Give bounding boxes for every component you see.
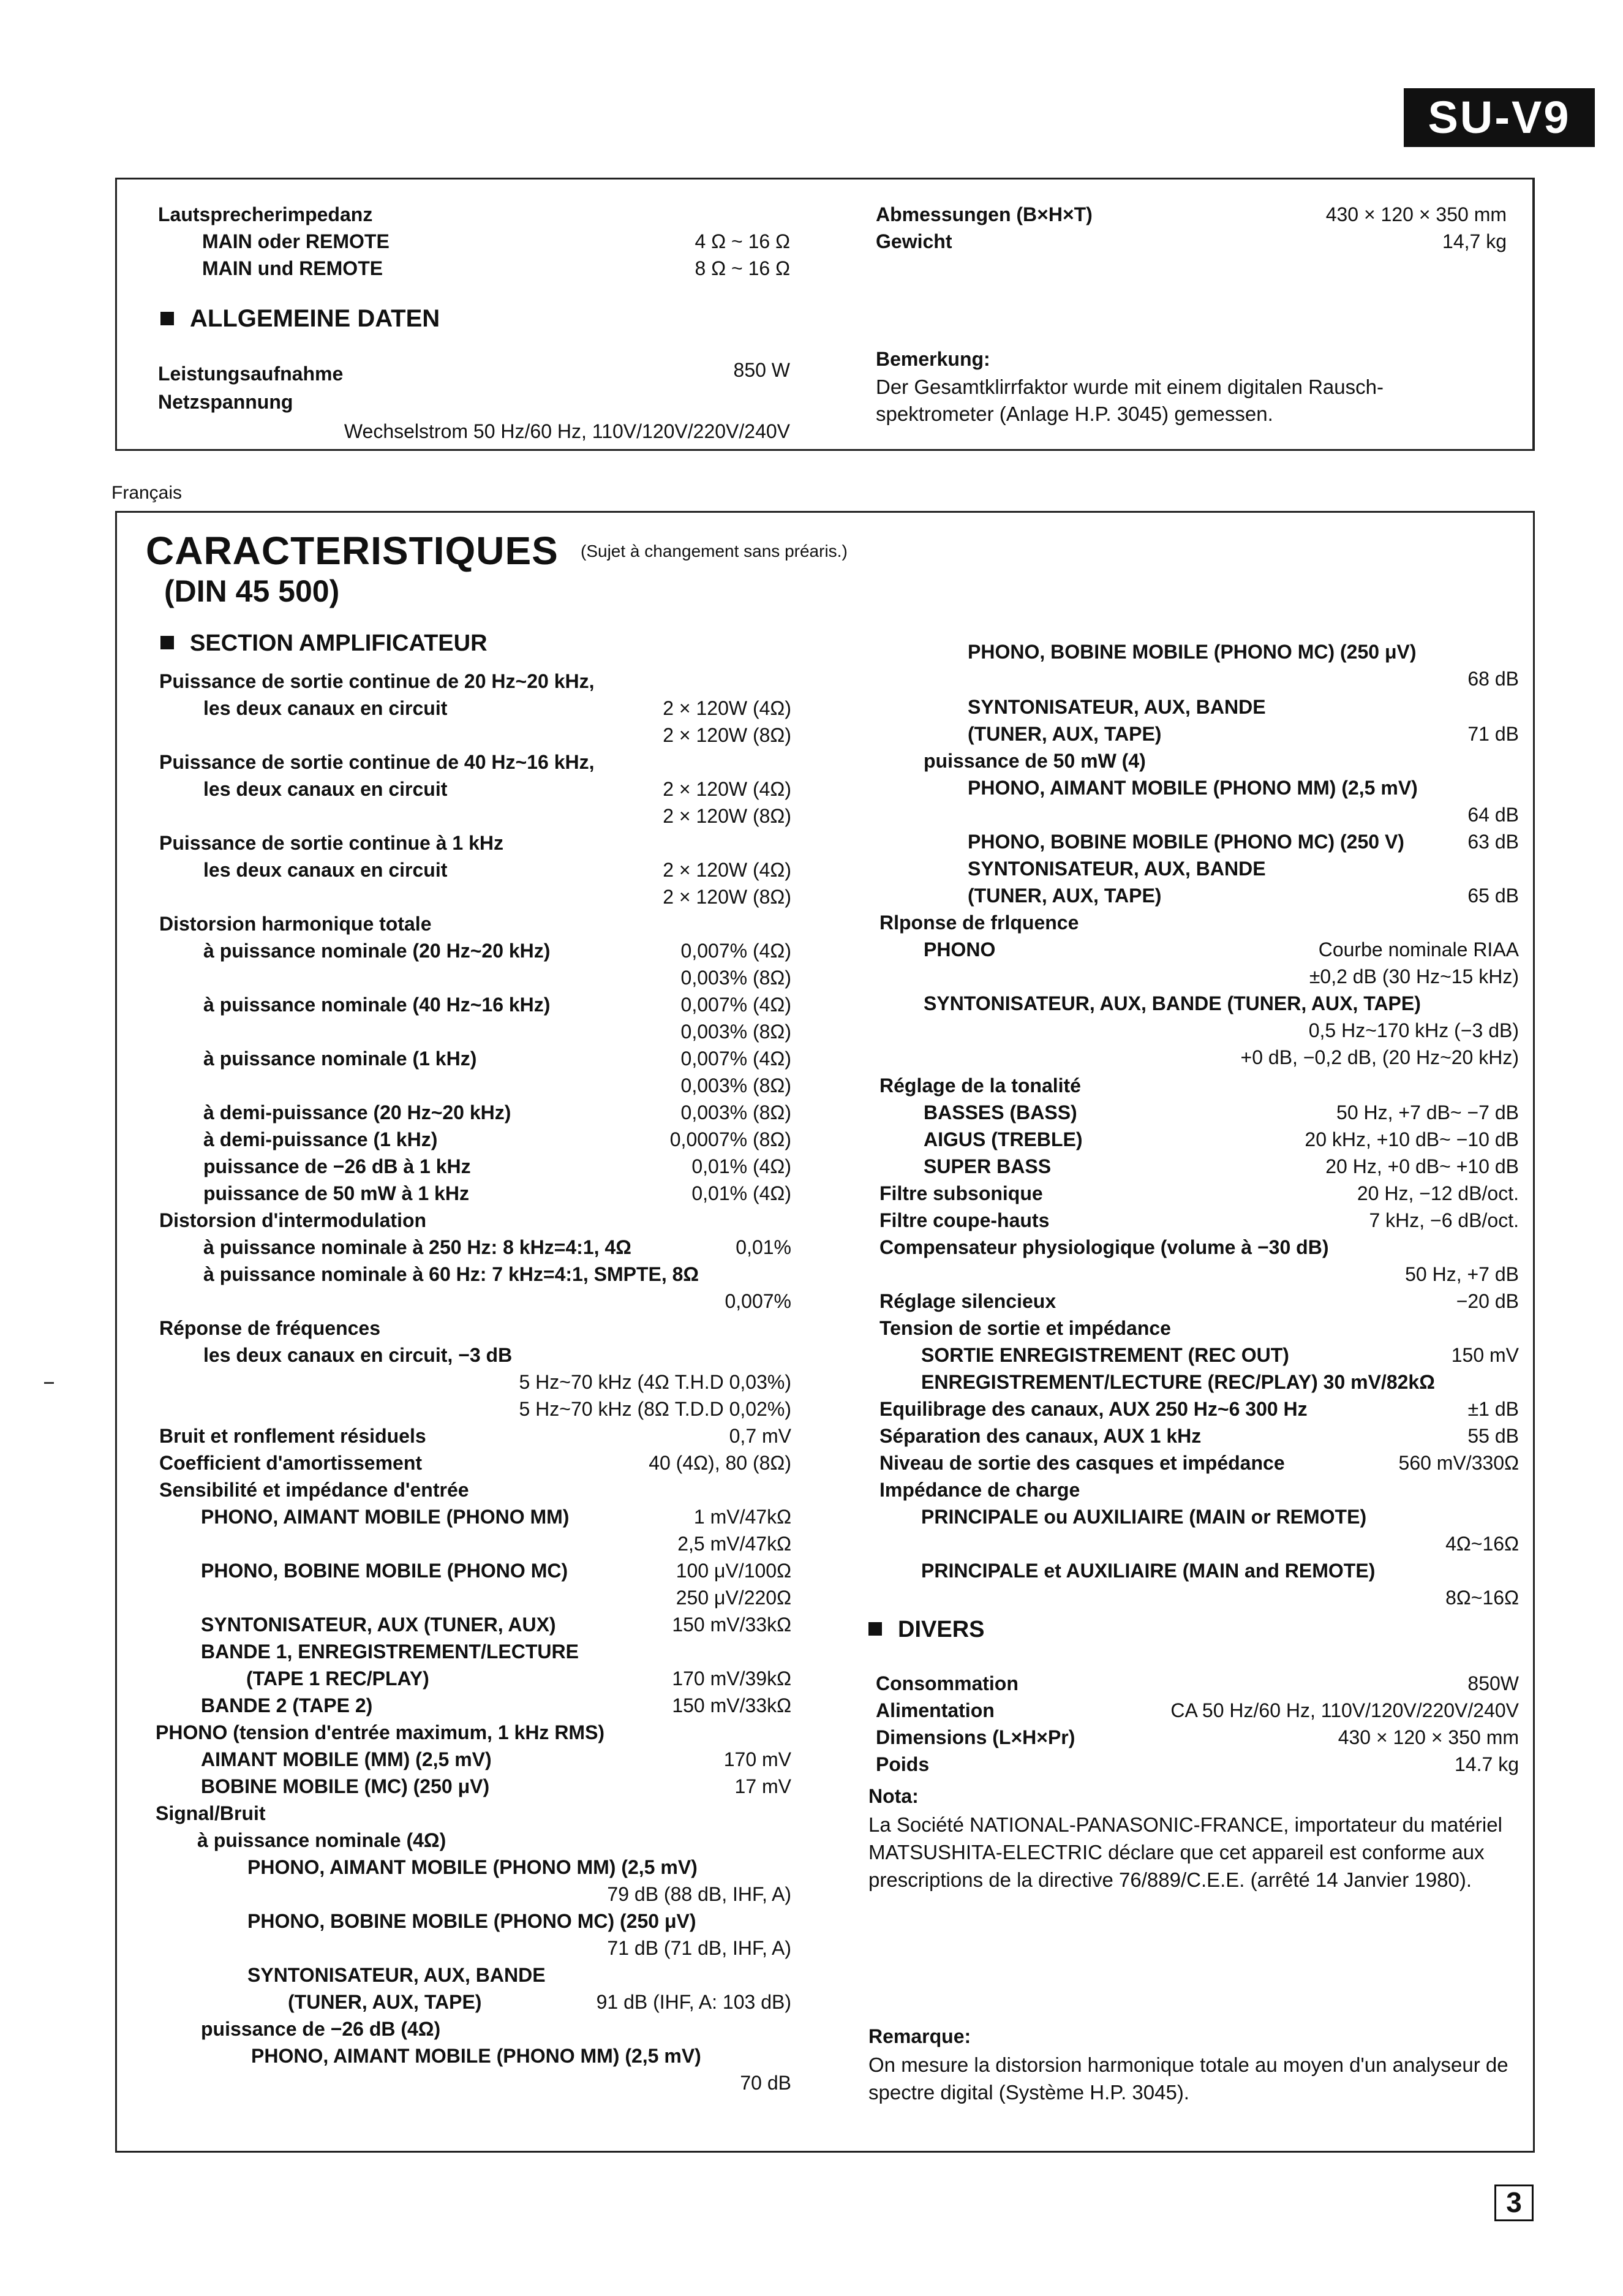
spec-value: 20 Hz, +0 dB~ +10 dB bbox=[1325, 1155, 1519, 1177]
spec-value: 100 μV/100Ω bbox=[676, 1560, 791, 1582]
dimensions-value: 430 × 120 × 350 mm bbox=[1325, 203, 1507, 225]
spec-label: les deux canaux en circuit bbox=[203, 778, 448, 800]
spec-label: Distorsion harmonique totale bbox=[159, 913, 432, 935]
spec-value: 150 mV/33kΩ bbox=[672, 1614, 791, 1636]
spec-label: BOBINE MOBILE (MC) (250 μV) bbox=[201, 1775, 490, 1797]
spec-label: BANDE 2 (TAPE 2) bbox=[201, 1694, 373, 1716]
spec-value: 55 dB bbox=[1467, 1425, 1519, 1447]
spec-label: PRINCIPALE ou AUXILIAIRE (MAIN or REMOTE) bbox=[921, 1506, 1367, 1528]
section-allgemeine-daten: ALLGEMEINE DATEN bbox=[160, 306, 440, 331]
weight-label: Gewicht bbox=[876, 230, 952, 252]
spec-label: Signal/Bruit bbox=[156, 1802, 266, 1824]
voltage-value: Wechselstrom 50 Hz/60 Hz, 110V/120V/220V/240V bbox=[344, 420, 790, 442]
spec-value: 0,01% (4Ω) bbox=[691, 1182, 791, 1204]
remark-line-2: spektrometer (Anlage H.P. 3045) gemessen. bbox=[876, 402, 1273, 425]
spec-label: Impédance de charge bbox=[879, 1479, 1080, 1501]
power-value: 850 W bbox=[733, 359, 790, 381]
spec-label: PHONO, AIMANT MOBILE (PHONO MM) bbox=[201, 1506, 570, 1528]
spec-label: Alimentation bbox=[876, 1699, 995, 1721]
spec-value: 0,0007% (8Ω) bbox=[669, 1128, 791, 1150]
spec-value: 0,007% bbox=[725, 1290, 791, 1312]
spec-label: Poids bbox=[876, 1753, 930, 1775]
spec-label: les deux canaux en circuit, −3 dB bbox=[203, 1344, 513, 1366]
spec-value: 20 kHz, +10 dB~ −10 dB bbox=[1305, 1128, 1519, 1150]
spec-value: 7 kHz, −6 dB/oct. bbox=[1369, 1209, 1519, 1231]
spec-value: 0,01% (4Ω) bbox=[691, 1155, 791, 1177]
dimensions-label: Abmessungen (B×H×T) bbox=[876, 203, 1093, 225]
spec-label: Lautsprecherimpedanz bbox=[158, 203, 373, 225]
nota-label: Nota: bbox=[868, 1785, 919, 1807]
spec-label: SYNTONISATEUR, AUX (TUNER, AUX) bbox=[201, 1614, 556, 1636]
spec-label: (TAPE 1 REC/PLAY) bbox=[246, 1667, 429, 1690]
spec-value: 64 dB bbox=[1467, 804, 1519, 826]
spec-value: 150 mV bbox=[1451, 1344, 1519, 1366]
spec-label: Equilibrage des canaux, AUX 250 Hz~6 300 Hz bbox=[879, 1398, 1308, 1420]
spec-value: −20 dB bbox=[1456, 1290, 1519, 1312]
spec-label: à puissance nominale (4Ω) bbox=[197, 1829, 446, 1851]
spec-label: SYNTONISATEUR, AUX, BANDE bbox=[968, 858, 1266, 880]
spec-label: à demi-puissance (1 kHz) bbox=[203, 1128, 438, 1150]
spec-label: MAIN oder REMOTE bbox=[202, 230, 390, 252]
remark-line-1: Der Gesamtklirrfaktor wurde mit einem digitalen Rausch- bbox=[876, 376, 1384, 398]
bullet-icon bbox=[868, 1622, 882, 1636]
spec-value: 170 mV bbox=[723, 1748, 791, 1770]
spec-value: 250 μV/220Ω bbox=[676, 1587, 791, 1609]
spec-value: 0,007% (4Ω) bbox=[680, 940, 791, 962]
power-label: Leistungsaufnahme bbox=[158, 363, 344, 385]
spec-value: CA 50 Hz/60 Hz, 110V/120V/220V/240V bbox=[1170, 1699, 1519, 1721]
spec-label: AIGUS (TREBLE) bbox=[924, 1128, 1083, 1150]
spec-label: à puissance nominale (20 Hz~20 kHz) bbox=[203, 940, 551, 962]
spec-value: ±1 dB bbox=[1467, 1398, 1519, 1420]
spec-value: 8 Ω ~ 16 Ω bbox=[695, 257, 790, 279]
remarque-text: On mesure la distorsion harmonique totale au moyen d'un analyseur de spectre digital (Système H.P. 3045). bbox=[868, 2053, 1508, 2104]
spec-label: Réponse de fréquences bbox=[159, 1317, 380, 1339]
spec-label: Distorsion d'intermodulation bbox=[159, 1209, 427, 1231]
spec-label: SORTIE ENREGISTREMENT (REC OUT) bbox=[921, 1344, 1289, 1366]
spec-value: 150 mV/33kΩ bbox=[672, 1694, 791, 1716]
spec-label: Consommation bbox=[876, 1672, 1019, 1694]
spec-value: +0 dB, −0,2 dB, (20 Hz~20 kHz) bbox=[1240, 1046, 1519, 1068]
spec-label: Réglage de la tonalité bbox=[879, 1074, 1081, 1097]
spec-label: PHONO, AIMANT MOBILE (PHONO MM) (2,5 mV) bbox=[968, 777, 1418, 799]
spec-label: Réglage silencieux bbox=[879, 1290, 1056, 1312]
spec-value: 1 mV/47kΩ bbox=[693, 1506, 791, 1528]
model-badge: SU-V9 bbox=[1404, 88, 1595, 147]
spec-label: Coefficient d'amortissement bbox=[159, 1452, 423, 1474]
spec-value: 17 mV bbox=[734, 1775, 791, 1797]
spec-value: 79 dB (88 dB, IHF, A) bbox=[607, 1883, 791, 1905]
spec-value: 5 Hz~70 kHz (8Ω T.D.D 0,02%) bbox=[519, 1398, 791, 1420]
spec-label: BASSES (BASS) bbox=[924, 1101, 1077, 1123]
spec-label: PRINCIPALE et AUXILIAIRE (MAIN and REMOTE) bbox=[921, 1560, 1376, 1582]
spec-label: MAIN und REMOTE bbox=[202, 257, 383, 279]
remarque-label: Remarque: bbox=[868, 2025, 971, 2047]
spec-value: 40 (4Ω), 80 (8Ω) bbox=[649, 1452, 791, 1474]
din-standard: (DIN 45 500) bbox=[164, 574, 340, 608]
spec-label: à puissance nominale à 250 Hz: 8 kHz=4:1, 4Ω bbox=[203, 1236, 631, 1258]
spec-label: puissance de −26 dB (4Ω) bbox=[201, 2018, 441, 2040]
spec-label: SUPER BASS bbox=[924, 1155, 1052, 1177]
spec-label: à puissance nominale (40 Hz~16 kHz) bbox=[203, 994, 551, 1016]
spec-label: (TUNER, AUX, TAPE) bbox=[968, 885, 1162, 907]
spec-value: 63 dB bbox=[1467, 831, 1519, 853]
spec-value: 71 dB (71 dB, IHF, A) bbox=[607, 1937, 791, 1959]
voltage-label: Netzspannung bbox=[158, 391, 293, 413]
spec-label: SYNTONISATEUR, AUX, BANDE bbox=[968, 696, 1266, 718]
spec-value: 8Ω~16Ω bbox=[1445, 1587, 1519, 1609]
spec-value: 2 × 120W (8Ω) bbox=[663, 805, 791, 827]
spec-label: Filtre coupe-hauts bbox=[879, 1209, 1050, 1231]
spec-label: PHONO (tension d'entrée maximum, 1 kHz RMS) bbox=[156, 1721, 605, 1743]
spec-value: Courbe nominale RIAA bbox=[1318, 938, 1519, 961]
spec-value: 0,007% (4Ω) bbox=[680, 994, 791, 1016]
spec-value: 65 dB bbox=[1467, 885, 1519, 907]
spec-value: 2 × 120W (4Ω) bbox=[663, 778, 791, 800]
spec-label: Compensateur physiologique (volume à −30 dB) bbox=[879, 1236, 1329, 1258]
spec-value: 4 Ω ~ 16 Ω bbox=[695, 230, 790, 252]
spec-value: 70 dB bbox=[740, 2072, 791, 2094]
spec-label: AIMANT MOBILE (MM) (2,5 mV) bbox=[201, 1748, 492, 1770]
spec-value: 0,7 mV bbox=[729, 1425, 791, 1447]
spec-label: PHONO, AIMANT MOBILE (PHONO MM) (2,5 mV) bbox=[247, 1856, 698, 1878]
spec-label: PHONO bbox=[924, 938, 996, 961]
spec-value: 50 Hz, +7 dB bbox=[1405, 1263, 1519, 1285]
spec-label: (TUNER, AUX, TAPE) bbox=[288, 1991, 482, 2013]
spec-label: Puissance de sortie continue de 20 Hz~20 kHz, bbox=[159, 670, 595, 692]
section-divers: DIVERS bbox=[868, 1617, 984, 1642]
spec-value: 170 mV/39kΩ bbox=[672, 1667, 791, 1690]
nota-text: La Société NATIONAL-PANASONIC-FRANCE, importateur du matériel MATSUSHITA-ELECTRIC déclare que cet appareil est conforme aux prescriptions de la directive 76/889/C.E.E. (arrêté 14 Janvier 1980). bbox=[868, 1813, 1502, 1891]
spec-label: à puissance nominale à 60 Hz: 7 kHz=4:1, SMPTE, 8Ω bbox=[203, 1263, 699, 1285]
spec-value: 2,5 mV/47kΩ bbox=[677, 1533, 791, 1555]
spec-value: 2 × 120W (8Ω) bbox=[663, 724, 791, 746]
spec-label: PHONO, AIMANT MOBILE (PHONO MM) (2,5 mV) bbox=[251, 2045, 701, 2067]
spec-label: ENREGISTREMENT/LECTURE (REC/PLAY) 30 mV/82kΩ bbox=[921, 1371, 1435, 1393]
spec-value: 2 × 120W (4Ω) bbox=[663, 697, 791, 719]
spec-label: PHONO, BOBINE MOBILE (PHONO MC) bbox=[201, 1560, 568, 1582]
margin-mark bbox=[44, 1382, 54, 1384]
spec-label: puissance de −26 dB à 1 kHz bbox=[203, 1155, 471, 1177]
spec-value: 0,007% (4Ω) bbox=[680, 1048, 791, 1070]
spec-label: les deux canaux en circuit bbox=[203, 859, 448, 881]
spec-label: Séparation des canaux, AUX 1 kHz bbox=[879, 1425, 1202, 1447]
spec-label: Dimensions (L×H×Pr) bbox=[876, 1726, 1075, 1748]
spec-label: (TUNER, AUX, TAPE) bbox=[968, 723, 1162, 745]
spec-value: 0,003% (8Ω) bbox=[680, 967, 791, 989]
spec-value: 0,01% bbox=[736, 1236, 791, 1258]
spec-label: Puissance de sortie continue à 1 kHz bbox=[159, 832, 503, 854]
spec-value: 4Ω~16Ω bbox=[1445, 1533, 1519, 1555]
spec-value: 5 Hz~70 kHz (4Ω T.H.D 0,03%) bbox=[519, 1371, 791, 1393]
spec-value: 0,003% (8Ω) bbox=[680, 1021, 791, 1043]
spec-label: PHONO, BOBINE MOBILE (PHONO MC) (250 μV) bbox=[247, 1910, 696, 1932]
spec-label: PHONO, BOBINE MOBILE (PHONO MC) (250 V) bbox=[968, 831, 1404, 853]
spec-value: 560 mV/330Ω bbox=[1398, 1452, 1519, 1474]
spec-value: 68 dB bbox=[1467, 668, 1519, 690]
spec-label: Filtre subsonique bbox=[879, 1182, 1043, 1204]
spec-label: Bruit et ronflement résiduels bbox=[159, 1425, 426, 1447]
spec-value: 20 Hz, −12 dB/oct. bbox=[1357, 1182, 1519, 1204]
spec-label: puissance de 50 mW à 1 kHz bbox=[203, 1182, 469, 1204]
spec-value: 2 × 120W (8Ω) bbox=[663, 886, 791, 908]
spec-label: Tension de sortie et impédance bbox=[879, 1317, 1171, 1339]
spec-value: ±0,2 dB (30 Hz~15 kHz) bbox=[1309, 965, 1519, 988]
german-spec-box-right-edge bbox=[1532, 178, 1535, 451]
page-title: CARACTERISTIQUES bbox=[146, 529, 559, 573]
section-amplificateur: SECTION AMPLIFICATEUR bbox=[160, 631, 488, 655]
spec-label: puissance de 50 mW (4) bbox=[924, 750, 1146, 772]
page-number: 3 bbox=[1494, 2185, 1534, 2221]
spec-value: 14.7 kg bbox=[1455, 1753, 1519, 1775]
spec-value: 2 × 120W (4Ω) bbox=[663, 859, 791, 881]
spec-label: les deux canaux en circuit bbox=[203, 697, 448, 719]
language-label: Français bbox=[111, 483, 183, 503]
spec-label: SYNTONISATEUR, AUX, BANDE bbox=[247, 1964, 546, 1986]
spec-label: à demi-puissance (20 Hz~20 kHz) bbox=[203, 1101, 511, 1123]
spec-value: 71 dB bbox=[1467, 723, 1519, 745]
remark-label: Bemerkung: bbox=[876, 348, 990, 370]
spec-label: BANDE 1, ENREGISTREMENT/LECTURE bbox=[201, 1641, 579, 1663]
spec-label: Sensibilité et impédance d'entrée bbox=[159, 1479, 469, 1501]
spec-value: 50 Hz, +7 dB~ −7 dB bbox=[1336, 1101, 1519, 1123]
spec-label: Puissance de sortie continue de 40 Hz~16 kHz, bbox=[159, 751, 595, 773]
spec-value: 0,5 Hz~170 kHz (−3 dB) bbox=[1308, 1019, 1519, 1041]
spec-value: 850W bbox=[1467, 1672, 1519, 1694]
spec-label: à puissance nominale (1 kHz) bbox=[203, 1048, 477, 1070]
spec-label: Rlponse de frlquence bbox=[879, 912, 1079, 934]
spec-label: Niveau de sortie des casques et impédance bbox=[879, 1452, 1285, 1474]
spec-label: PHONO, BOBINE MOBILE (PHONO MC) (250 μV) bbox=[968, 641, 1417, 663]
spec-label: SYNTONISATEUR, AUX, BANDE (TUNER, AUX, TAPE) bbox=[924, 992, 1421, 1014]
spec-value: 91 dB (IHF, A: 103 dB) bbox=[596, 1991, 791, 2013]
spec-value: 430 × 120 × 350 mm bbox=[1338, 1726, 1519, 1748]
spec-value: 0,003% (8Ω) bbox=[680, 1101, 791, 1123]
bullet-icon bbox=[160, 312, 174, 325]
weight-value: 14,7 kg bbox=[1442, 230, 1507, 252]
bullet-icon bbox=[160, 636, 174, 649]
spec-value: 0,003% (8Ω) bbox=[680, 1074, 791, 1097]
page-subtitle: (Sujet à changement sans préaris.) bbox=[581, 542, 848, 561]
